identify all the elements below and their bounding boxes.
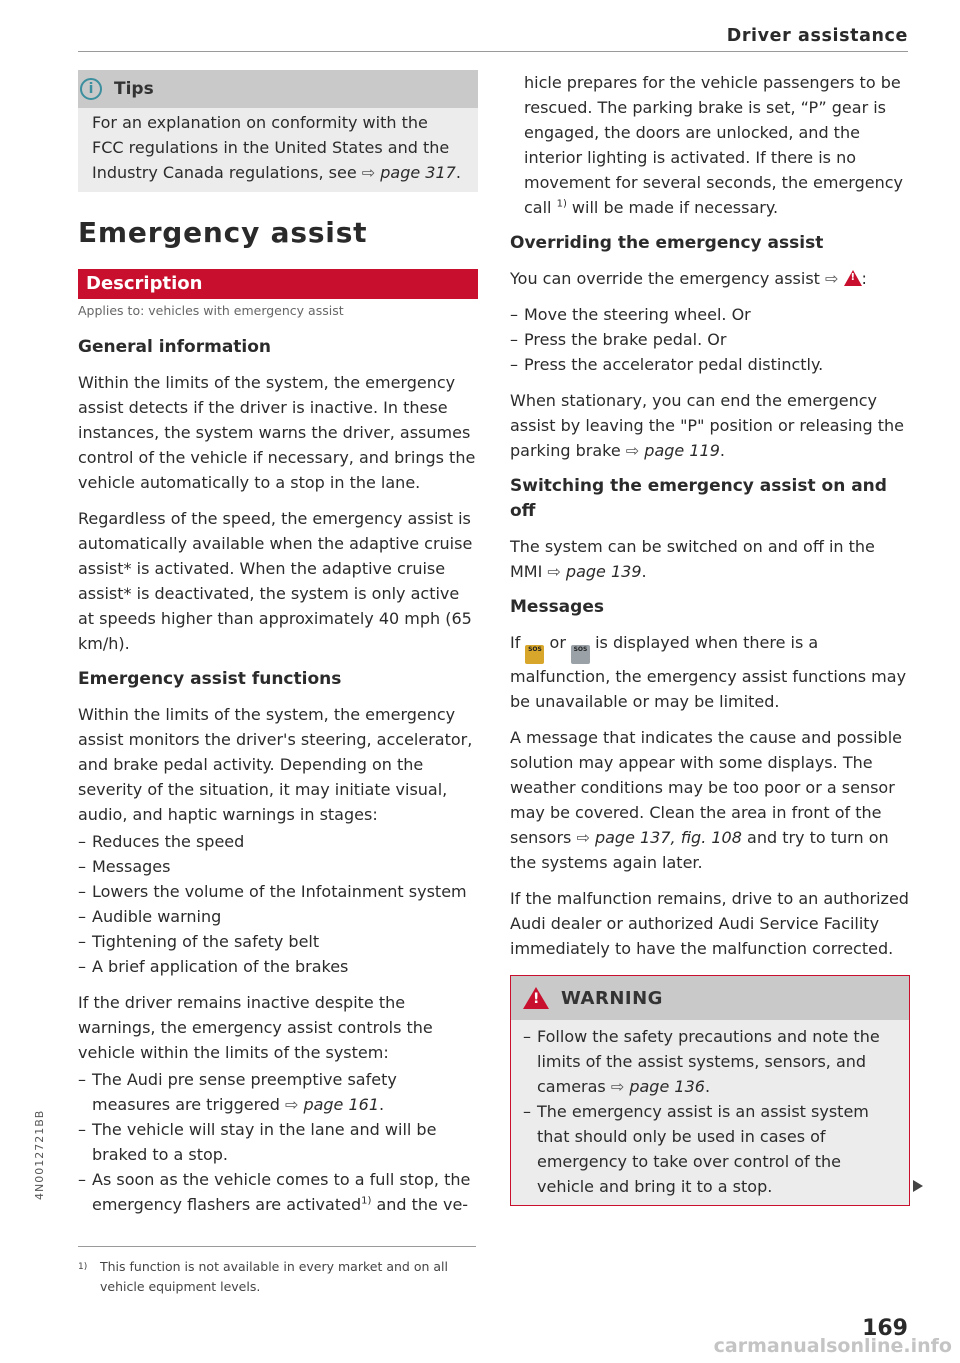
page-link[interactable]: page 136 bbox=[629, 1077, 705, 1096]
footnote-divider bbox=[78, 1246, 476, 1247]
ref-arrow-icon: ⇨ bbox=[284, 1095, 299, 1114]
tips-text: For an explanation on conformity with the FCC regulations in the United States and the Industry Canada regulations, see bbox=[92, 113, 450, 182]
page-link[interactable]: page 137, fig. 108 bbox=[594, 828, 742, 847]
messages-paragraph-2 bbox=[510, 725, 910, 875]
document-code: 4N0012721BB bbox=[33, 1109, 46, 1200]
ref-arrow-icon: ⇨ bbox=[625, 441, 640, 460]
messages-paragraph-3: If the malfunction remains, drive to an authorized Audi dealer or authorized Audi Service Facility immediately to have the malfunction corrected. bbox=[510, 889, 909, 958]
list-item: – The Audi pre sense preemptive safety measures are triggered ⇨ page 161. bbox=[78, 1067, 478, 1117]
tips-title: Tips bbox=[114, 78, 154, 99]
continued-list-item bbox=[510, 70, 910, 220]
tips-end: . bbox=[455, 163, 461, 182]
functions-list bbox=[78, 829, 478, 979]
list-item: – Press the brake pedal. Or bbox=[510, 327, 910, 352]
stationary-paragraph bbox=[510, 388, 910, 463]
override-intro-end: : bbox=[861, 269, 867, 288]
general-info-paragraph-1: Within the limits of the system, the emergency assist detects if the driver is inactive. In these instances, the system warns the driver, assumes control of the vehicle if necessary, and brings the vehicle automatically to a stop in the lane. bbox=[78, 373, 476, 492]
messages-paragraph-1 bbox=[510, 630, 910, 714]
footnote-ref: 1) bbox=[556, 198, 567, 210]
functions-heading: Emergency assist functions bbox=[78, 669, 342, 689]
functions-paragraph-1: Within the limits of the system, the emergency assist monitors the driver's steering, accelerator, and brake pedal activity. Depending on the severity of the situation, it may initiate visual, audio, and haptic warnings in stages: bbox=[78, 705, 473, 824]
tips-box bbox=[78, 70, 478, 192]
warning-box bbox=[510, 975, 910, 1206]
messages-or: or bbox=[544, 633, 571, 652]
list-item: – Press the accelerator pedal distinctly. bbox=[510, 352, 910, 377]
emergency-assist-gray-lamp-icon: SOS bbox=[571, 645, 590, 664]
switching-heading: Switching the emergency assist on and off bbox=[510, 476, 887, 521]
messages-rest: is displayed when there is a malfunction, the emergency assist functions may be unavailable or may be limited. bbox=[510, 633, 907, 711]
warning-body bbox=[511, 1020, 909, 1205]
list-item: – The vehicle will stay in the lane and will be braked to a stop. bbox=[78, 1117, 478, 1167]
applies-to-note: Applies to: vehicles with emergency assist bbox=[78, 303, 344, 318]
list-item: – Move the steering wheel. Or bbox=[510, 302, 910, 327]
ref-arrow-icon: ⇨ bbox=[576, 828, 590, 847]
stationary-text: When stationary, you can end the emergency assist by leaving the "P" position or releasing the parking brake bbox=[510, 391, 905, 460]
messages-p2-end: and try to turn on the systems again later. bbox=[510, 828, 889, 872]
warning-item-end: . bbox=[704, 1077, 711, 1096]
override-intro-text: You can override the emergency assist bbox=[510, 269, 826, 288]
messages-heading: Messages bbox=[510, 597, 604, 617]
warning-title: WARNING bbox=[561, 987, 663, 1009]
page-link[interactable]: page 119 bbox=[644, 441, 720, 460]
messages-if: If bbox=[510, 633, 526, 652]
switching-text: The system can be switched on and off in the MMI bbox=[510, 537, 875, 581]
page-link[interactable]: page 161 bbox=[303, 1095, 380, 1114]
info-icon: i bbox=[80, 78, 102, 100]
list-item: – Reduces the speed bbox=[78, 829, 478, 854]
list-item: – Messages bbox=[78, 854, 478, 879]
list-item: – Lowers the volume of the Infotainment system bbox=[78, 879, 478, 904]
list-item-text: As soon as the vehicle comes to a full stop, the emergency flashers are activated bbox=[92, 1170, 471, 1214]
switching-end: . bbox=[641, 562, 647, 581]
switching-paragraph bbox=[510, 534, 910, 584]
tips-header bbox=[78, 70, 478, 108]
override-heading: Overriding the emergency assist bbox=[510, 233, 824, 253]
functions-paragraph-2: If the driver remains inactive despite the warnings, the emergency assist controls the vehicle within the limits of the system: bbox=[78, 993, 433, 1062]
footnote-mark: 1) bbox=[78, 1262, 88, 1272]
description-bar: Description bbox=[78, 269, 478, 299]
warning-icon bbox=[523, 987, 549, 1009]
warning-header bbox=[511, 976, 909, 1020]
footnote-text: This function is not available in every market and on all vehicle equipment levels. bbox=[100, 1259, 448, 1294]
ref-arrow-icon: ⇨ bbox=[547, 562, 561, 581]
warning-list bbox=[523, 1024, 897, 1199]
ref-arrow-icon: ⇨ bbox=[361, 163, 376, 182]
watermark: carmanualsonline.info bbox=[713, 1335, 952, 1357]
list-item-text: The Audi pre sense preemptive safety measures are triggered bbox=[92, 1070, 397, 1114]
stationary-end: . bbox=[719, 441, 725, 460]
override-intro bbox=[510, 266, 910, 291]
list-item: – The emergency assist is an assist system that should only be used in cases of emergency to take over control of the vehicle and bring it to a stop. bbox=[523, 1099, 897, 1199]
general-info-heading: General information bbox=[78, 337, 272, 357]
messages-p2-text: A message that indicates the cause and possible solution may appear with some displays. The weather conditions may be too poor or a sensor may be covered. Clean the area in front of the sensors bbox=[510, 728, 902, 847]
general-info-paragraph-2: Regardless of the speed, the emergency assist is automatically available when the adaptive cruise assist* is activated. When the adaptive cruise assist* is deactivated, the system is only active at speeds higher than approximately 40 mph (65 km/h). bbox=[78, 509, 473, 653]
tips-body bbox=[78, 108, 478, 192]
ref-arrow-icon: ⇨ bbox=[610, 1077, 625, 1096]
list-item bbox=[78, 1167, 478, 1217]
emergency-assist-yellow-lamp-icon: SOS bbox=[525, 645, 544, 664]
control-list bbox=[78, 1067, 478, 1217]
left-column bbox=[78, 70, 478, 1228]
header-divider bbox=[78, 51, 908, 52]
page-link[interactable]: page 317 bbox=[380, 163, 456, 182]
footnote-ref: 1) bbox=[361, 1195, 372, 1207]
list-item-text: hicle prepares for the vehicle passengers to be rescued. The parking brake is set, “P” gear is engaged, the doors are unlocked, and the interior lighting is activated. If there is no movement for several seconds, the emergency call bbox=[524, 73, 903, 217]
warning-item-text: Follow the safety precautions and note the limits of the assist systems, sensors, and cameras bbox=[537, 1027, 880, 1096]
continue-arrow-icon[interactable] bbox=[913, 1180, 923, 1192]
list-item: – Audible warning bbox=[78, 904, 478, 929]
page-number: 169 bbox=[862, 1316, 908, 1341]
footnote bbox=[78, 1257, 478, 1297]
list-item-text-end: and the ve- bbox=[371, 1195, 469, 1214]
list-item: – Tightening of the safety belt bbox=[78, 929, 478, 954]
warning-triangle-icon[interactable] bbox=[844, 270, 862, 286]
right-column bbox=[510, 70, 910, 1206]
list-item: – A brief application of the brakes bbox=[78, 954, 478, 979]
list-item-text-end: will be made if necessary. bbox=[566, 198, 779, 217]
page-title: Emergency assist bbox=[78, 216, 368, 249]
section-header-title: Driver assistance bbox=[726, 26, 908, 46]
ref-arrow-icon: ⇨ bbox=[825, 269, 839, 288]
list-item bbox=[523, 1024, 897, 1099]
page-link[interactable]: page 139 bbox=[565, 562, 642, 581]
override-list bbox=[510, 302, 910, 377]
